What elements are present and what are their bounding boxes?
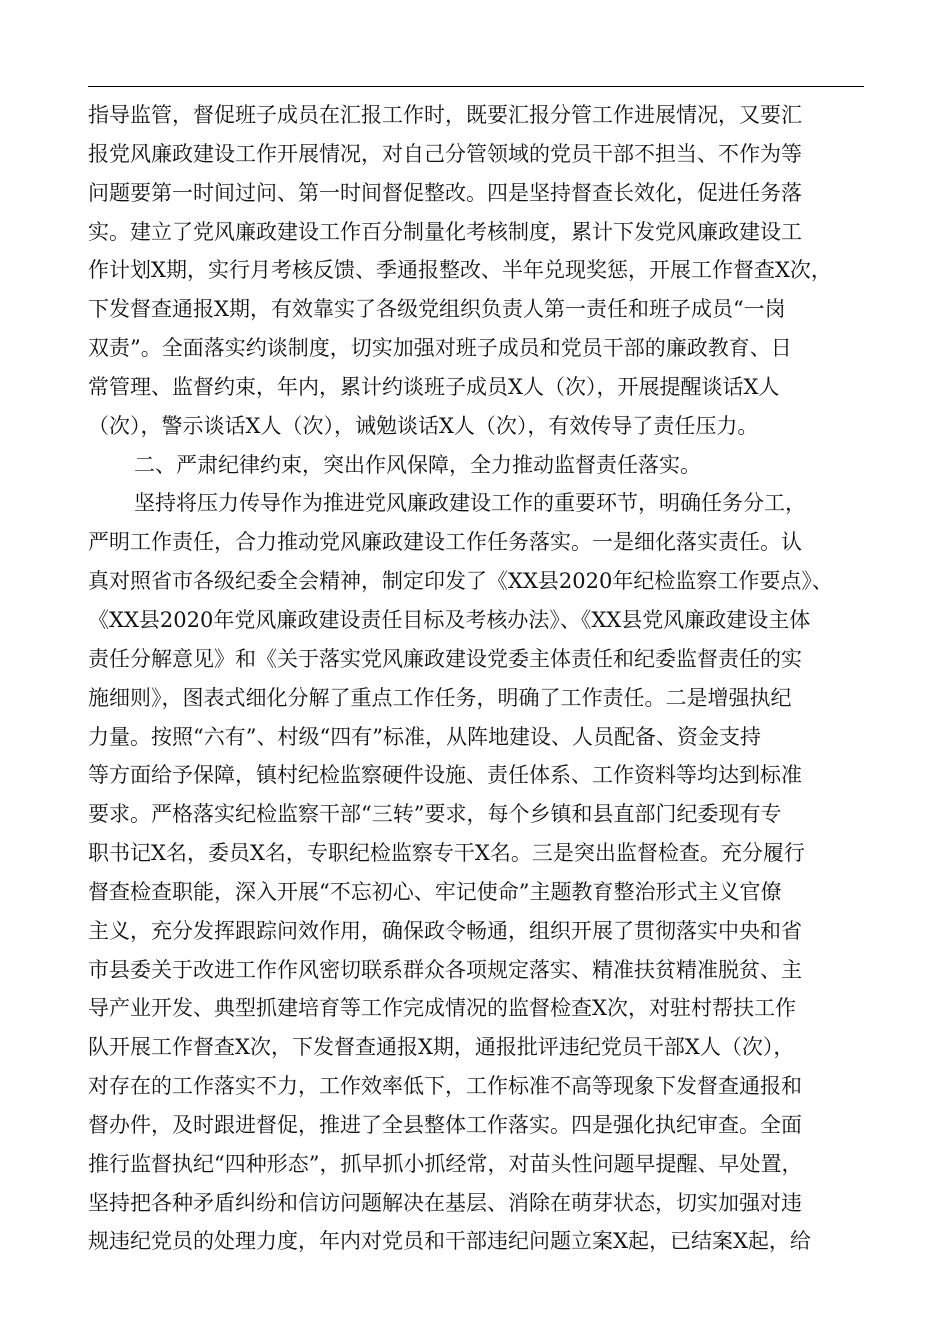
text-line: 常管理、监督约束，年内，累计约谈班子成员X人（次），开展提醒谈话X人 [88,374,780,399]
text-line: 督办件，及时跟进督促，推进了全县整体工作落实。四是强化执纪审查。全面 [88,1112,802,1137]
text-line: 作计划X期，实行月考核反馈、季通报整改、半年兑现奖惩，开展工作督查X次， [88,258,832,283]
text-line: （次），警示谈话X人（次），诫勉谈话X人（次），有效传导了责任压力。 [88,413,759,438]
text-line: 对存在的工作落实不力，工作效率低下，工作标准不高等现象下发督查通报和 [88,1074,802,1099]
text-line: 真对照省市各级纪委全会精神，制定印发了《XX县2020年纪检监察工作要点》、 [88,569,833,594]
text-line: 推行监督执纪“四种形态”，抓早抓小抓经常，对苗头性问题早提醒、早处置， [88,1151,803,1176]
text-line: 《XX县2020年党风廉政建设责任目标及考核办法》、《XX县党风廉政建设主体 [88,607,811,632]
text-line: 实。建立了党风廉政建设工作百分制量化考核制度，累计下发党风廉政建设工 [88,219,802,244]
text-line: 报党风廉政建设工作开展情况，对自己分管领域的党员干部不担当、不作为等 [88,141,802,166]
text-line: 问题要第一时间过问、第一时间督促整改。四是坚持督查长效化，促进任务落 [88,180,802,205]
text-line: 市县委关于改进工作作风密切联系群众各项规定落实、精准扶贫精准脱贫、主 [88,957,802,982]
text-line: 职书记X名，委员X名，专职纪检监察专干X名。三是突出监督检查。充分履行 [88,841,805,866]
text-line: 力量。按照“六有”、村级“四有”标准，从阵地建设、人员配备、资金支持 [88,724,761,749]
body-text [88,96,864,1261]
paragraph-first-line: 坚持将压力传导作为推进党风廉政建设工作的重要环节，明确任务分工， [134,491,806,516]
text-line: 导产业开发、典型抓建培育等工作完成情况的监督检查X次，对驻村帮扶工作 [88,996,796,1021]
text-line: 严明工作责任，合力推动党风廉政建设工作任务落实。一是细化落实责任。认 [88,530,802,555]
text-line: 指导监管，督促班子成员在汇报工作时，既要汇报分管工作进展情况，又要汇 [88,103,802,127]
text-line: 坚持把各种矛盾纠纷和信访问题解决在基层、消除在萌芽状态，切实加强对违 [88,1190,802,1215]
text-line: 施细则》，图表式细化分解了重点工作任务，明确了工作责任。二是增强执纪 [88,685,792,710]
text-line: 责任分解意见》和《关于落实党风廉政建设党委主体责任和纪委监督责任的实 [88,646,802,671]
header-rule [88,86,864,87]
section-heading: 二、严肃纪律约束，突出作风保障，全力推动监督责任落实。 [134,452,701,477]
text-line: 主义，充分发挥跟踪问效作用，确保政令畅通，组织开展了贯彻落实中央和省 [88,918,802,943]
text-line: 规违纪党员的处理力度，年内对党员和干部违纪问题立案X起，已结案X起，给 [88,1229,811,1254]
text-line: 等方面给予保障，镇村纪检监察硬件设施、责任体系、工作资料等均达到标准 [88,763,802,788]
text-line: 队开展工作督查X次，下发督查通报X期，通报批评违纪党员干部X人（次）， [88,1035,795,1060]
text-line: 双责”。全面落实约谈制度，切实加强对班子成员和党员干部的廉政教育、日 [88,336,792,361]
text-line: 下发督查通报X期，有效靠实了各级党组织负责人第一责任和班子成员“一岗 [88,297,786,322]
text-line: 要求。严格落实纪检监察干部“三转”要求，每个乡镇和县直部门纪委现有专 [88,802,782,827]
text-line: 督查检查职能，深入开展“不忘初心、牢记使命”主题教育整治形式主义官僚 [88,879,782,904]
